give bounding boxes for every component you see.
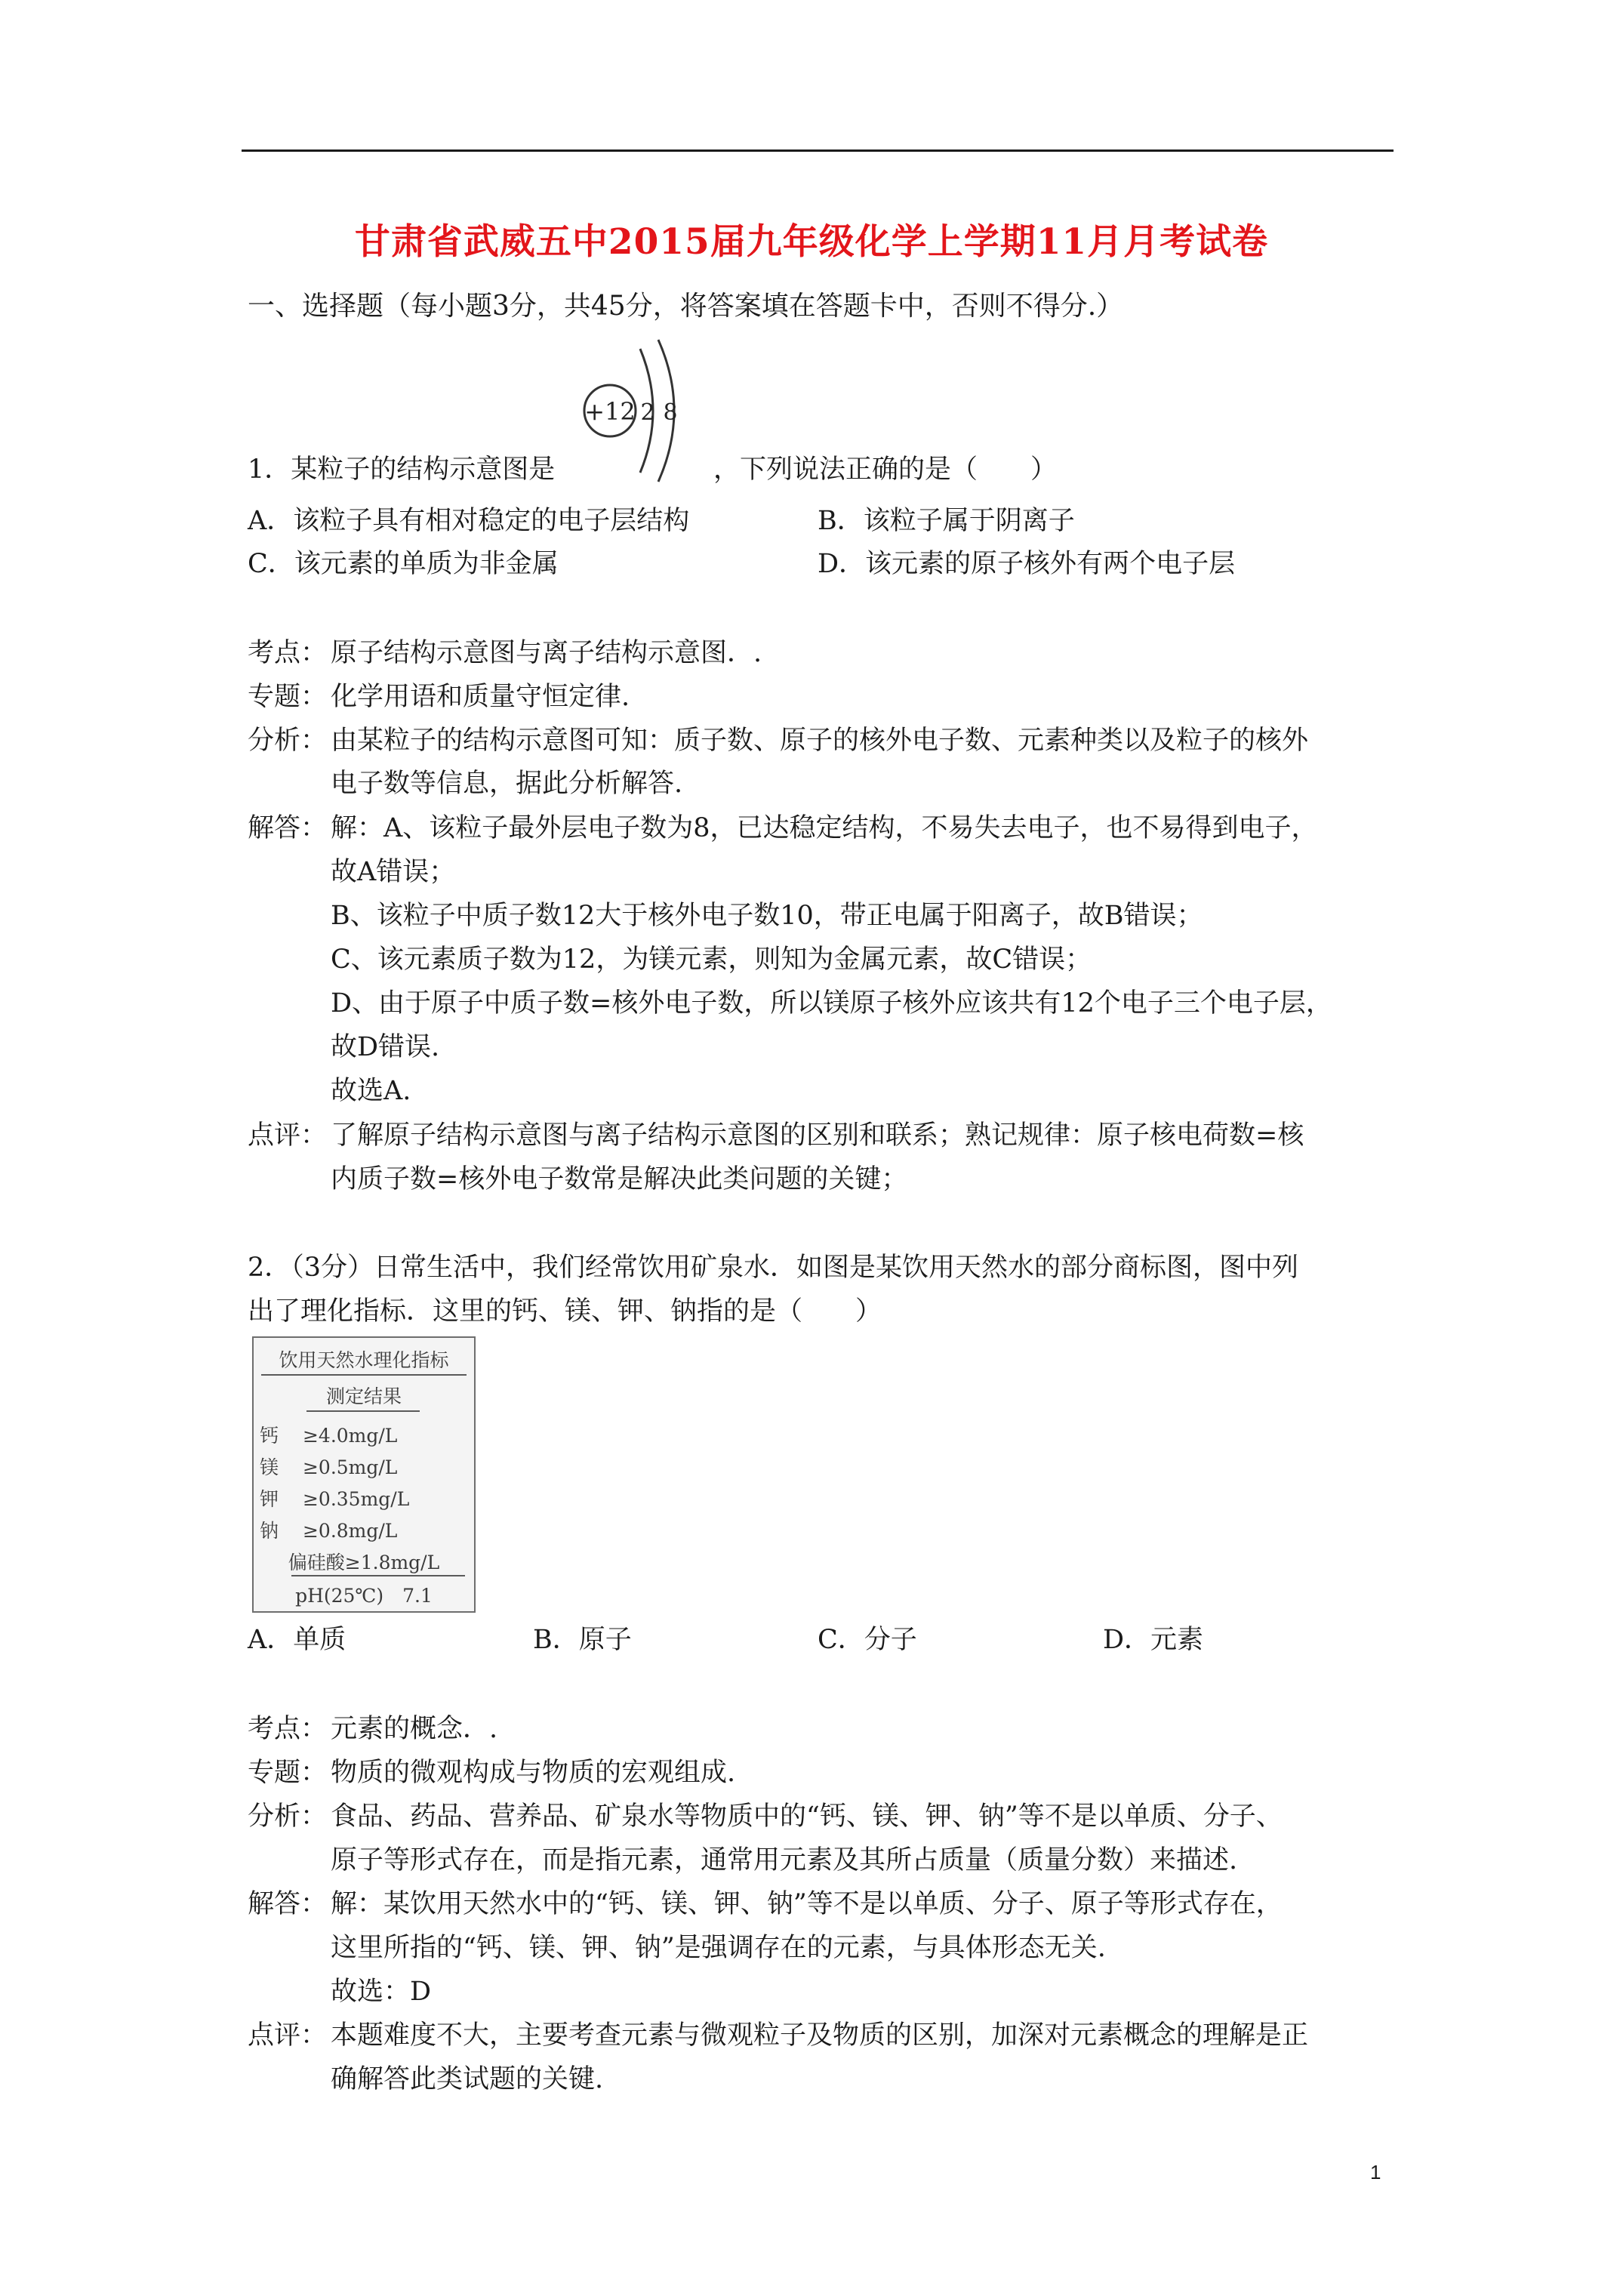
label-row-name: 钾 xyxy=(260,1488,279,1510)
q1-fenxi-label: 分析： xyxy=(248,726,328,756)
section-heading: 一、选择题（每小题3分，共45分，将答案填在答题卡中，否则不得分.） xyxy=(248,291,1124,322)
q2-dianping-2: 确解答此类试题的关键. xyxy=(331,2064,604,2094)
q1-stem-after: ，下列说法正确的是（ ） xyxy=(713,455,1058,485)
q1-dianping-label: 点评： xyxy=(248,1120,328,1151)
label-row-name: 镁 xyxy=(260,1456,279,1478)
label-row-calcium xyxy=(260,1421,480,1448)
q2-option-b: B．原子 xyxy=(533,1625,632,1655)
label-table-subtitle: 测定结果 xyxy=(325,1385,402,1407)
label-row-value: ≥0.35mg/L xyxy=(302,1488,410,1510)
label-subtitle-underline xyxy=(306,1410,420,1412)
q2-fenxi-1: 食品、药品、营养品、矿泉水等物质中的“钙、镁、钾、钠”等不是以单质、分子、 xyxy=(331,1801,1283,1832)
shell-1-electrons: 2 xyxy=(640,399,655,426)
q2-jieda-label: 解答： xyxy=(248,1889,328,1919)
label-row-name: 钠 xyxy=(260,1520,279,1542)
q1-option-d: D．该元素的原子核外有两个电子层 xyxy=(818,549,1236,579)
label-row-sodium xyxy=(260,1516,480,1543)
label-row-value: ≥0.8mg/L xyxy=(302,1520,398,1542)
q2-option-c: C．分子 xyxy=(818,1625,917,1655)
q1-jieda-label: 解答： xyxy=(248,813,328,843)
q2-stem-2: 出了理化指标．这里的钙、镁、钾、钠指的是（ ） xyxy=(248,1296,882,1327)
q2-option-d: D．元素 xyxy=(1103,1625,1204,1655)
label-title-underline xyxy=(261,1374,467,1376)
q2-kaodian-label: 考点： xyxy=(248,1714,328,1744)
q2-zhuanti-label: 专题： xyxy=(248,1758,328,1788)
q1-dianping-2: 内质子数=核外电子数常是解决此类问题的关键； xyxy=(331,1164,908,1194)
q2-jieda-2: 这里所指的“钙、镁、钾、钠”是强调存在的元素，与具体形态无关. xyxy=(331,1933,1106,1963)
q1-jieda-4: C、该元素质子数为12，为镁元素，则知为金属元素，故C错误； xyxy=(331,945,1092,975)
page-title: 甘肃省武威五中2015届九年级化学上学期11月月考试卷 xyxy=(354,221,1269,263)
q2-stem-1: 2．（3分）日常生活中，我们经常饮用矿泉水．如图是某饮用天然水的部分商标图，图中列 xyxy=(248,1253,1299,1283)
q1-jieda-7: 故选A. xyxy=(331,1076,411,1106)
q2-fenxi-label: 分析： xyxy=(248,1801,328,1832)
q1-fenxi-1: 由某粒子的结构示意图可知：质子数、原子的核外电子数、元素种类以及粒子的核外 xyxy=(331,726,1309,756)
q1-option-a: A．该粒子具有相对稳定的电子层结构 xyxy=(248,506,690,536)
q1-option-b: B．该粒子属于阴离子 xyxy=(818,506,1075,536)
page-number: 1 xyxy=(1370,2161,1381,2184)
label-row-potassium xyxy=(260,1484,480,1512)
label-row-name: 钙 xyxy=(260,1425,279,1447)
label-row-ph: pH(25℃) 7.1 xyxy=(295,1585,433,1607)
shell-2-electrons: 8 xyxy=(663,399,678,426)
q1-jieda-3: B、该粒子中质子数12大于核外电子数10，带正电属于阳离子，故B错误； xyxy=(331,901,1203,931)
q2-kaodian: 元素的概念．. xyxy=(331,1714,498,1744)
q2-jieda-1: 解：某饮用天然水中的“钙、镁、钾、钠”等不是以单质、分子、原子等形式存在， xyxy=(331,1889,1283,1919)
q2-dianping-1: 本题难度不大，主要考查元素与微观粒子及物质的区别，加深对元素概念的理解是正 xyxy=(331,2020,1309,2051)
q1-jieda-6: 故D错误. xyxy=(331,1032,440,1062)
q2-option-a: A．单质 xyxy=(248,1625,346,1655)
q1-stem-before: 1．某粒子的结构示意图是 xyxy=(248,455,556,485)
q2-fenxi-2: 原子等形式存在，而是指元素，通常用元素及其所占质量（质量分数）来描述. xyxy=(331,1845,1238,1875)
label-row-silicic-acid: 偏硅酸≥1.8mg/L xyxy=(288,1552,440,1573)
q1-jieda-1: 解：A、该粒子最外层电子数为8，已达稳定结构，不易失去电子，也不易得到电子， xyxy=(331,813,1318,843)
q1-kaodian: 原子结构示意图与离子结构示意图．. xyxy=(331,638,762,668)
atom-structure-diagram xyxy=(574,332,694,483)
q1-dianping-1: 了解原子结构示意图与离子结构示意图的区别和联系；熟记规律：原子核电荷数=核 xyxy=(331,1120,1304,1151)
q1-kaodian-label: 考点： xyxy=(248,638,328,668)
q1-option-c: C．该元素的单质为非金属 xyxy=(248,549,559,579)
label-silicic-underline xyxy=(291,1575,465,1576)
q1-jieda-5: D、由于原子中质子数=核外电子数，所以镁原子核外应该共有12个电子三个电子层， xyxy=(331,988,1332,1019)
q1-fenxi-2: 电子数等信息，据此分析解答. xyxy=(331,769,683,799)
q1-zhuanti-label: 专题： xyxy=(248,682,328,712)
q1-zhuanti: 化学用语和质量守恒定律. xyxy=(331,682,630,712)
q2-zhuanti: 物质的微观构成与物质的宏观组成. xyxy=(331,1758,736,1788)
water-label-table xyxy=(252,1336,476,1613)
label-row-value: ≥4.0mg/L xyxy=(302,1425,398,1447)
q2-dianping-label: 点评： xyxy=(248,2020,328,2051)
nucleus-charge: +12 xyxy=(584,397,636,426)
label-table-title: 饮用天然水理化指标 xyxy=(279,1349,449,1371)
label-row-magnesium xyxy=(260,1453,480,1480)
header-rule xyxy=(242,149,1394,152)
label-row-value: ≥0.5mg/L xyxy=(302,1456,398,1478)
q1-jieda-2: 故A错误； xyxy=(331,857,456,887)
q2-jieda-3: 故选：D xyxy=(331,1977,432,2007)
